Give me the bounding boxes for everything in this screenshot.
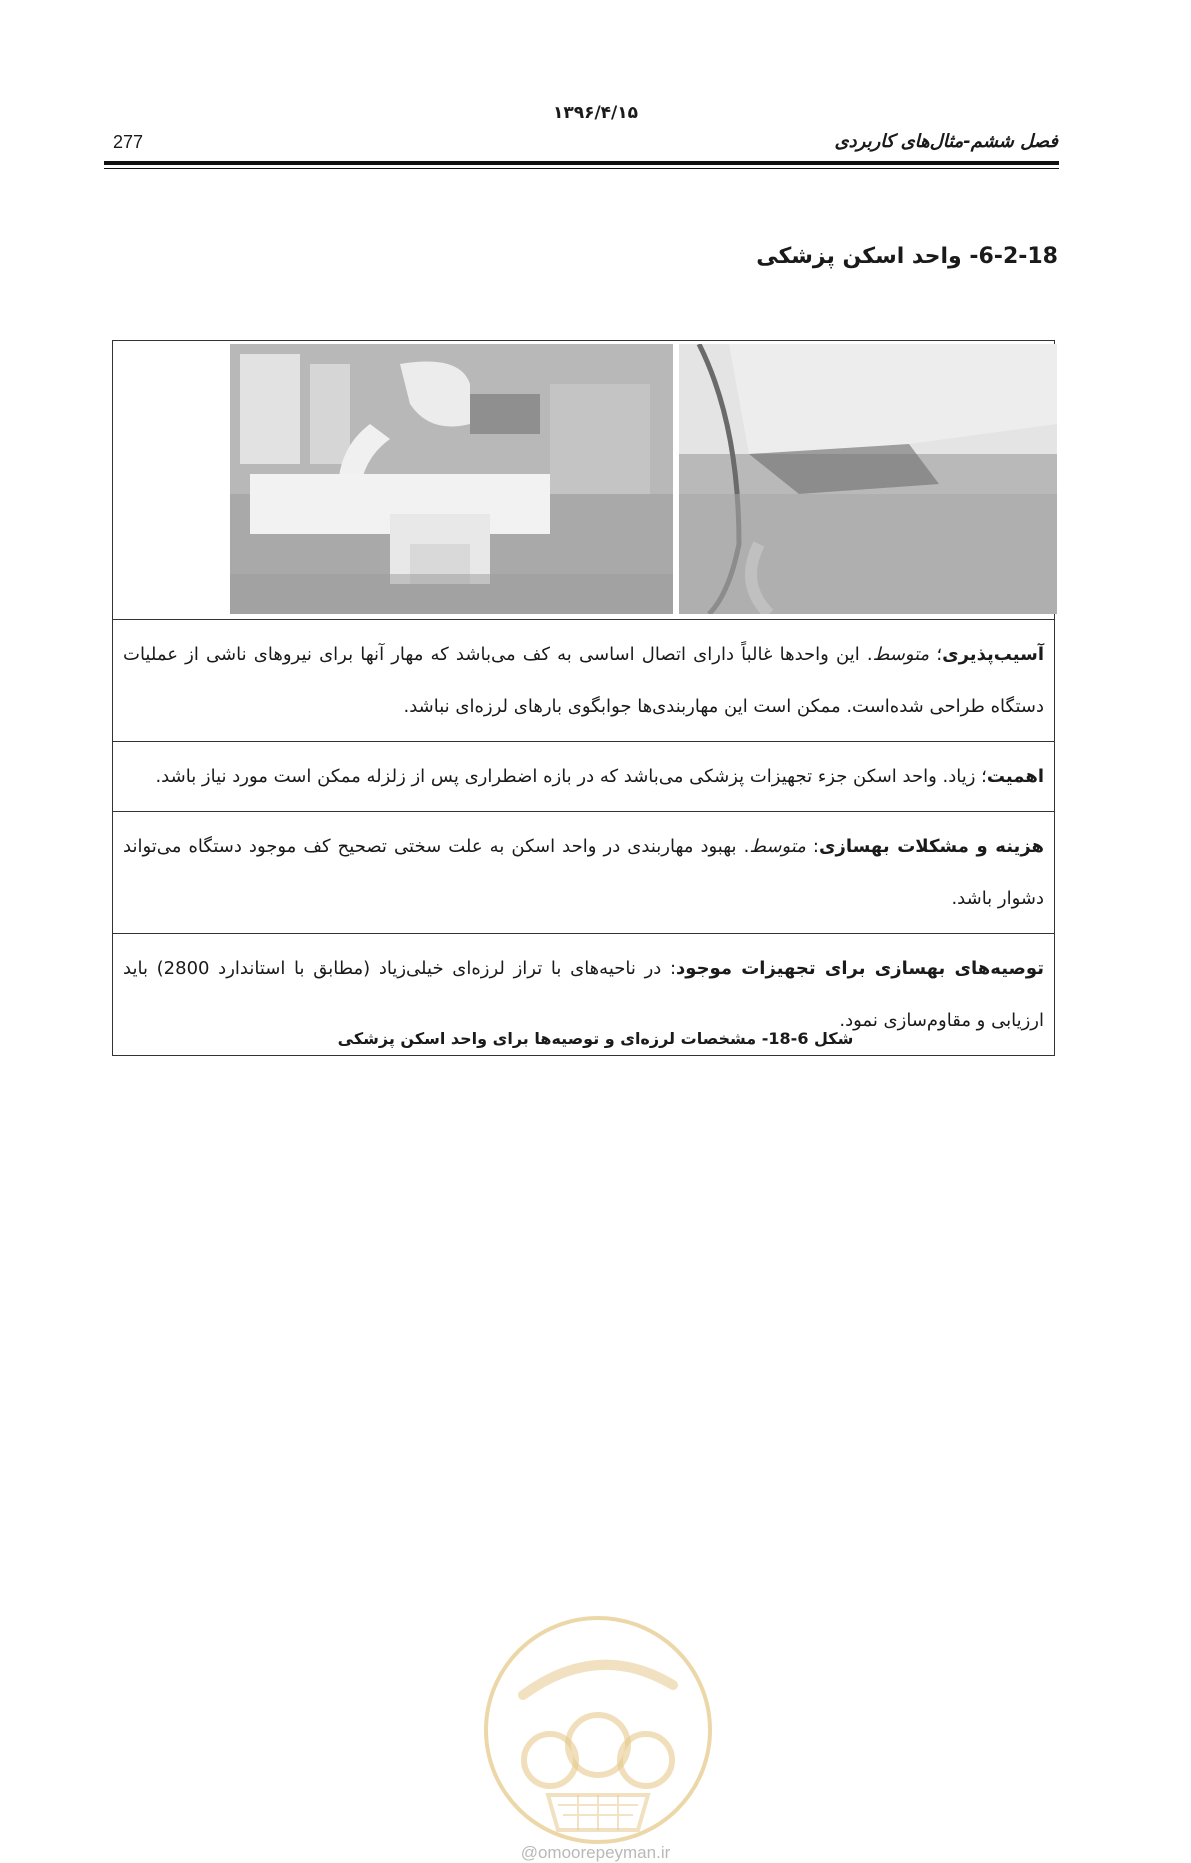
importance-label: اهمیت	[986, 766, 1044, 787]
header-rule-thick	[104, 161, 1059, 165]
section-title: 6-2-18- واحد اسکن پزشکی	[756, 244, 1058, 269]
vulnerability-label: آسیب‌پذیری	[942, 644, 1044, 665]
info-table	[112, 340, 1055, 1056]
vulnerability-sep: ؛	[929, 644, 943, 665]
scanner-photo	[230, 344, 673, 614]
chapter-title: فصل ششم-مثال‌های کاربردی	[834, 131, 1058, 152]
photo-row	[113, 341, 1054, 620]
watermark-url: @omoorepeyman.ir	[520, 1843, 671, 1862]
vulnerability-row	[113, 620, 1054, 742]
recommendations-sep: :	[661, 958, 677, 979]
retrofit-cost-label: هزینه و مشکلات بهسازی	[819, 836, 1044, 857]
recommendations-text: در ناحیه‌های با تراز لرزه‌ای خیلی‌زیاد (مطابق با استاندارد 2800) باید ارزیابی و مقاوم‌سازی نمود.	[123, 958, 1044, 1031]
date: ۱۳۹۶/۴/۱۵	[552, 103, 639, 123]
figure-caption: شکل 6-18- مشخصات لرزه‌ای و توصیه‌ها برای واحد اسکن پزشکی	[337, 1029, 854, 1048]
importance-row	[113, 742, 1054, 812]
vulnerability-text: . این واحدها غالباً دارای اتصال اساسی به کف می‌باشد که مهار آنها برای نیروهای ناشی از عملیات دستگاه طراحی شده‌است. ممکن است این مهاربندی‌ها جوابگوی بارهای لرزه‌ای نباشد.	[123, 644, 1044, 717]
header-rule-thin	[104, 168, 1059, 169]
vulnerability-level: متوسط	[872, 644, 930, 665]
importance-sep: ؛	[975, 766, 987, 787]
watermark-seal	[478, 1610, 718, 1850]
importance-text: زیاد. واحد اسکن جزء تجهیزات پزشکی می‌باشد که در بازه اضطراری پس از زلزله ممکن است مورد نیاز باشد.	[155, 766, 976, 787]
retrofit-cost-text: . بهبود مهاربندی در واحد اسکن به علت سختی تصحیح کف موجود دستگاه می‌تواند دشوار باشد.	[123, 836, 1044, 909]
retrofit-cost-sep: :	[805, 836, 819, 857]
recommendations-label: توصیه‌های بهسازی برای تجهیزات موجود	[676, 958, 1044, 979]
page-number: 277	[113, 132, 144, 152]
retrofit-cost-row	[113, 812, 1054, 934]
retrofit-cost-level: متوسط	[749, 836, 806, 857]
scanner-base-photo	[679, 344, 1057, 614]
